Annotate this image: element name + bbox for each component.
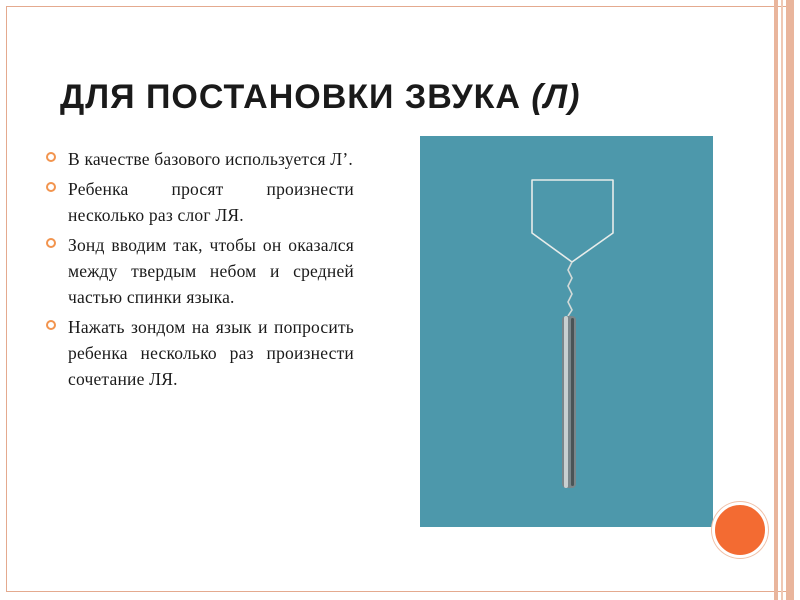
bullet-ring-icon — [46, 238, 56, 248]
bullet-list — [46, 146, 354, 396]
speech-probe-image — [420, 136, 713, 527]
bullet-text: Ребенка просят произнести несколько раз слог ЛЯ. — [68, 179, 354, 225]
bullet-ring-icon — [46, 320, 56, 330]
decor-stripe — [786, 0, 794, 600]
bullet-item — [46, 314, 354, 392]
title-text: ДЛЯ ПОСТАНОВКИ ЗВУКА — [60, 78, 521, 116]
bullet-ring-icon — [46, 182, 56, 192]
bullet-ring-icon — [46, 152, 56, 162]
probe-photo — [420, 136, 713, 527]
orange-circle-decoration — [712, 502, 768, 558]
bullet-item — [46, 232, 354, 310]
decor-stripe — [774, 0, 778, 600]
bullet-text: Нажать зондом на язык и попросить ребенка несколько раз произнести сочетание ЛЯ. — [68, 317, 354, 389]
bullet-item — [46, 146, 354, 172]
bullet-text: Зонд вводим так, чтобы он оказался между твердым небом и средней частью спинки языка. — [68, 235, 354, 307]
bullet-item — [46, 176, 354, 228]
title-sound: (Л) — [531, 78, 581, 116]
decor-stripe — [781, 0, 783, 600]
slide-title — [60, 78, 580, 117]
bullet-text: В качестве базового используется Л’. — [68, 149, 353, 169]
